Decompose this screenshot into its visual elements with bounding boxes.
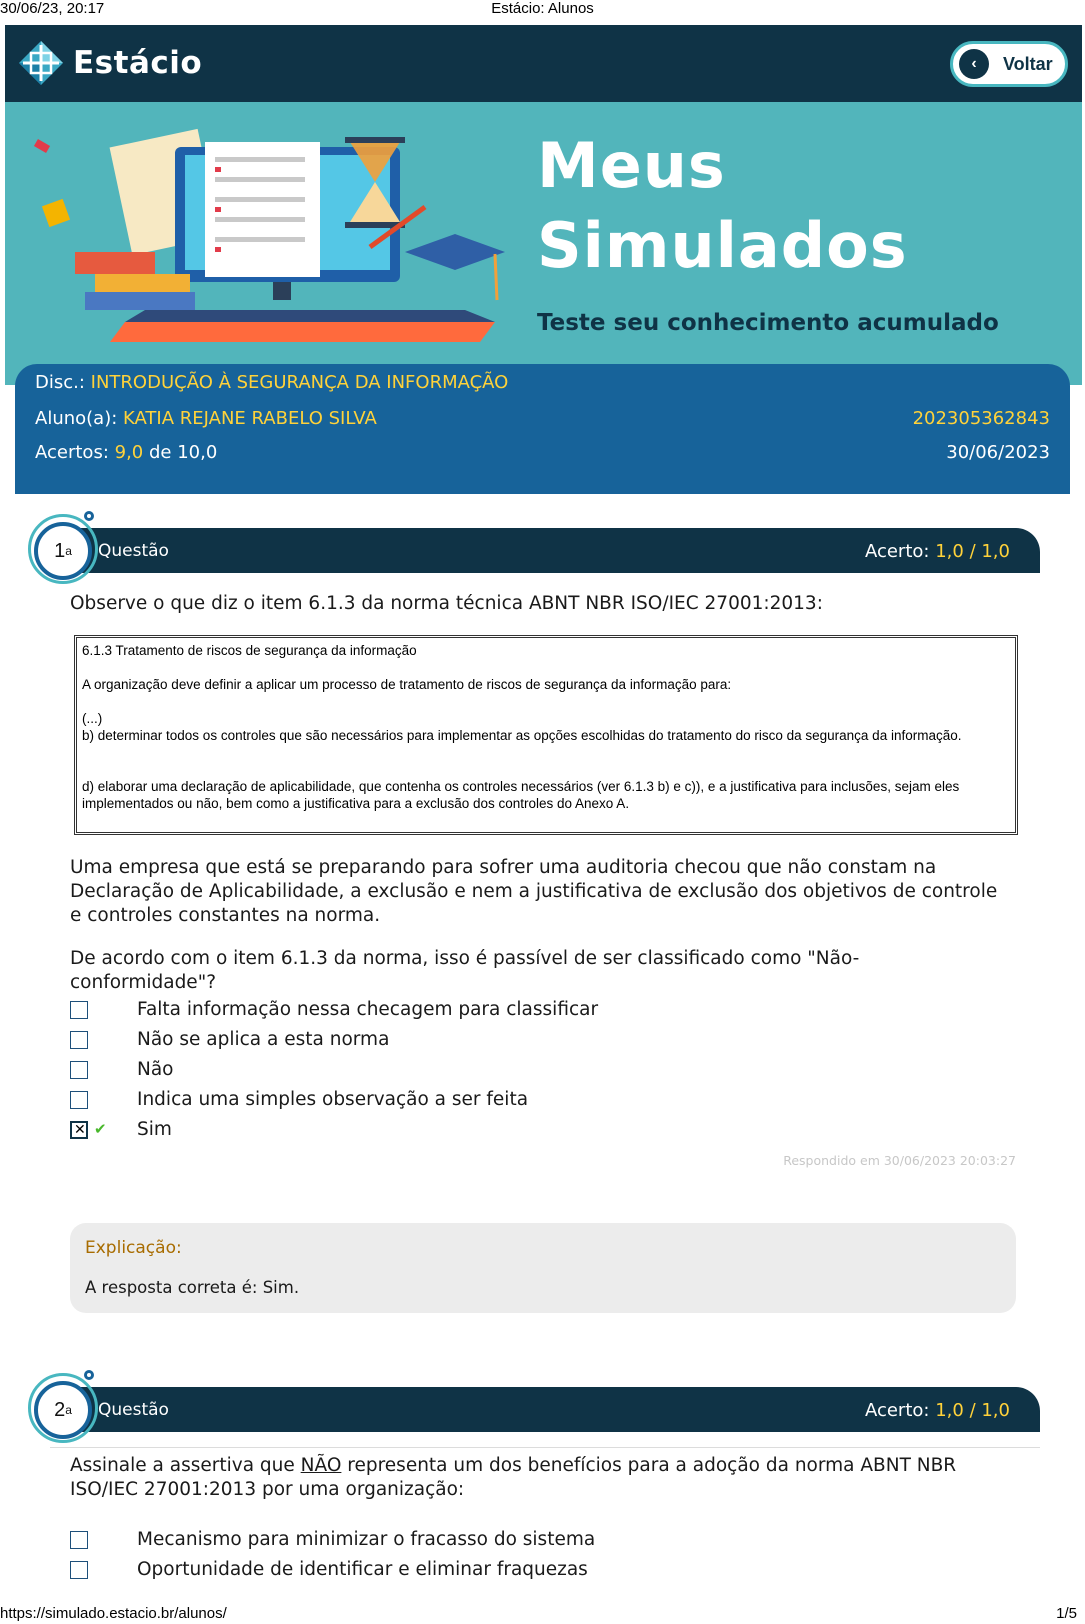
exam-info-card: [15, 364, 1070, 494]
question-label: Questão: [98, 1400, 169, 1420]
answer-option[interactable]: [70, 1089, 970, 1113]
option-checkbox[interactable]: [70, 1091, 88, 1109]
student-label: Aluno(a):: [35, 408, 118, 429]
question-header-1: [50, 528, 1040, 573]
student-name: KATIA REJANE RABELO SILVA: [123, 408, 377, 429]
norm-line-3: b) determinar todos os controles que são necessários para implementar as opções escolhidas do tratamento do risco da segurança da informação.: [82, 728, 962, 743]
score-separator: /: [963, 1400, 982, 1421]
option-checkbox[interactable]: [70, 1061, 88, 1079]
explanation-body: A resposta correta é: Sim.: [85, 1278, 300, 1297]
prompt-emphasis: NÃO: [300, 1455, 342, 1476]
hero-title-line2: Simulados: [537, 209, 908, 282]
chevron-left-icon: ‹: [959, 49, 989, 79]
question-score: [865, 541, 1010, 562]
print-datetime: 30/06/23, 20:17: [0, 0, 105, 17]
answer-option[interactable]: [70, 1029, 970, 1053]
hero-title: [537, 126, 908, 286]
norm-excerpt-box: [74, 635, 1018, 835]
discipline-value: INTRODUÇÃO À SEGURANÇA DA INFORMAÇÃO: [90, 372, 509, 393]
student-id: 202305362843: [912, 408, 1050, 429]
option-checkbox[interactable]: [70, 1561, 88, 1579]
option-text: Sim: [137, 1119, 172, 1140]
question-number-badge-1: [34, 522, 92, 580]
study-illustration-icon: [25, 122, 515, 362]
top-navbar: [5, 25, 1082, 102]
option-checkbox[interactable]: [70, 1031, 88, 1049]
question-number: 2: [54, 1398, 66, 1421]
question-badge-dot: [84, 511, 94, 521]
answer-option-selected[interactable]: [70, 1119, 970, 1143]
answer-option[interactable]: [70, 1529, 970, 1553]
explanation-box: [70, 1223, 1016, 1313]
brand-name: Estácio: [73, 45, 203, 81]
answer-option[interactable]: [70, 999, 970, 1023]
exam-date: 30/06/2023: [946, 442, 1050, 463]
section-divider: [50, 1447, 1040, 1448]
norm-line-2: (...): [82, 711, 103, 726]
question-ordinal: a: [65, 1403, 72, 1417]
hero-banner: [5, 102, 1082, 385]
hits-value: 9,0: [114, 442, 144, 463]
print-page-number: 1/5: [1056, 1605, 1077, 1622]
option-text: Falta informação nessa checagem para classificar: [137, 999, 599, 1020]
discipline-row: [35, 372, 1050, 396]
score-separator: /: [963, 541, 982, 562]
prompt-start: Assinale a assertiva que: [70, 1455, 301, 1476]
score-total: 1,0: [981, 541, 1010, 562]
option-checkbox[interactable]: [70, 1001, 88, 1019]
answer-option[interactable]: [70, 1559, 970, 1583]
option-checkbox[interactable]: [70, 1531, 88, 1549]
score-total: 1,0: [981, 1400, 1010, 1421]
answered-timestamp: Respondido em 30/06/2023 20:03:27: [783, 1153, 1016, 1168]
question-2-prompt: [70, 1454, 1000, 1502]
hero-title-line1: Meus: [537, 129, 726, 202]
question-1-prompt: De acordo com o item 6.1.3 da norma, isso é passível de ser classificado como "Não-conformidade"?: [70, 948, 860, 993]
norm-heading: 6.1.3 Tratamento de riscos de segurança da informação: [82, 643, 417, 658]
question-ordinal: a: [65, 544, 72, 558]
hits-label: Acertos:: [35, 442, 109, 463]
back-button-label: Voltar: [1003, 53, 1053, 74]
question-header-2: [50, 1387, 1040, 1432]
prompt-end: representa um dos benefícios para a adoção da norma ABNT NBR ISO/IEC 27001:2013 por uma organização:: [70, 1455, 957, 1500]
score-label: Acerto:: [864, 1400, 930, 1421]
discipline-label: Disc.:: [35, 372, 85, 393]
question-number-badge-2: [34, 1381, 92, 1439]
score-label: Acerto:: [864, 541, 930, 562]
question-1-body: Uma empresa que está se preparando para sofrer uma auditoria checou que não constam na Declaração de Aplicabilidade, a exclusão e nem a justificativa de exclusão dos objetivos de controle e controles constantes na norma.: [70, 857, 998, 926]
print-url: https://simulado.estacio.br/alunos/: [0, 1605, 227, 1622]
question-1-intro: Observe o que diz o item 6.1.3 da norma técnica ABNT NBR ISO/IEC 27001:2013:: [70, 593, 823, 614]
option-text: Indica uma simples observação a ser feita: [137, 1089, 529, 1110]
score-value: 1,0: [935, 1400, 964, 1421]
option-checkbox-checked[interactable]: [70, 1121, 88, 1139]
back-button[interactable]: [950, 41, 1068, 87]
norm-line-1: A organização deve definir a aplicar um processo de tratamento de riscos de segurança da informação para:: [82, 677, 732, 692]
option-text: Não: [137, 1059, 174, 1080]
question-score: [865, 1400, 1010, 1421]
correct-check-icon: ✔: [94, 1121, 107, 1138]
answer-option[interactable]: [70, 1059, 970, 1083]
brand-logo[interactable]: [17, 39, 202, 87]
option-text: Oportunidade de identificar e eliminar fraquezas: [137, 1559, 588, 1580]
hits-row: [35, 442, 1050, 466]
explanation-title: Explicação:: [85, 1238, 182, 1258]
student-row: [35, 408, 1050, 432]
estacio-logo-icon: [17, 39, 65, 87]
question-number: 1: [54, 539, 66, 562]
score-value: 1,0: [935, 541, 964, 562]
option-text: Mecanismo para minimizar o fracasso do sistema: [137, 1529, 596, 1550]
hero-subtitle: Teste seu conhecimento acumulado: [537, 310, 999, 336]
question-label: Questão: [98, 541, 169, 561]
norm-line-4: d) elaborar uma declaração de aplicabilidade, que contenha os controles necessários (ver 6.1.3 b) e c)), e a justificativa para inclusões, sejam eles implementados ou não, bem como a justificativa para a exclusão dos controles do Anexo A.: [82, 779, 960, 811]
option-text: Não se aplica a esta norma: [137, 1029, 390, 1050]
print-title: Estácio: Alunos: [491, 0, 594, 17]
hits-total: de 10,0: [149, 442, 218, 463]
question-badge-dot: [84, 1370, 94, 1380]
print-header: [0, 0, 1085, 22]
print-footer: [0, 1602, 1085, 1624]
